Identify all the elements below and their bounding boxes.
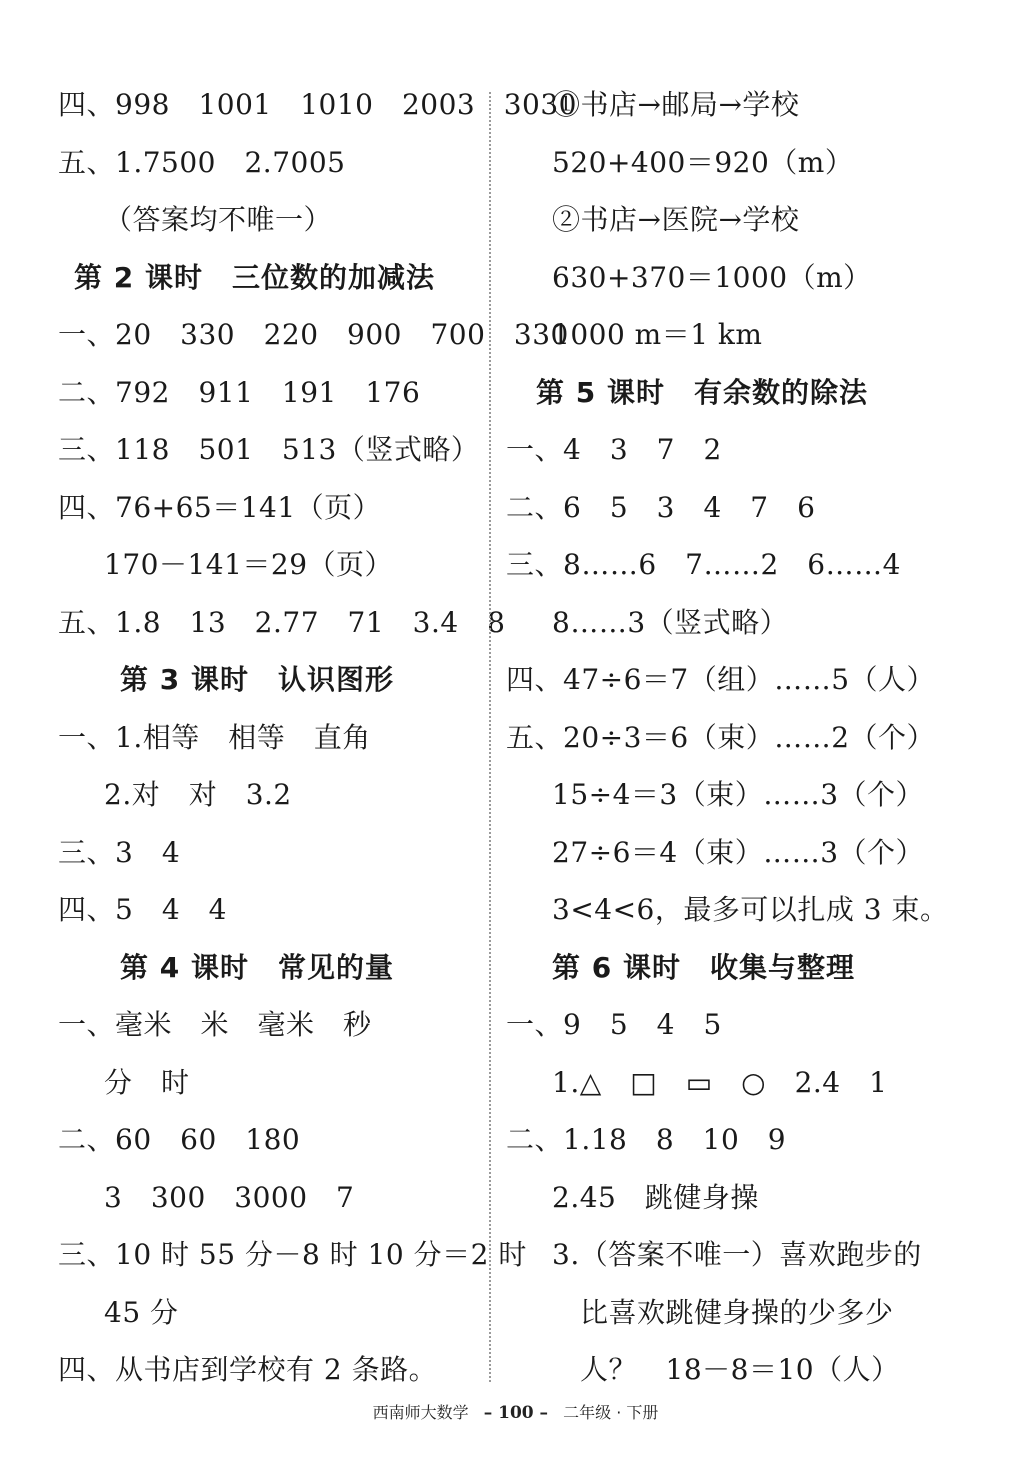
answer-line: 五、20÷3＝6（束）……2（个） xyxy=(506,720,936,754)
answer-line: 四、76+65＝141（页） xyxy=(58,490,382,524)
answer-line: 人？ 18－8＝10（人） xyxy=(580,1353,900,1386)
left-column xyxy=(58,76,577,1399)
answer-line: 二、6 5 3 4 7 6 xyxy=(506,490,816,524)
column-divider xyxy=(489,92,491,1382)
answer-line: 三、118 501 513（竖式略） xyxy=(58,433,480,466)
answer-line: 1.△ □ ▭ ○ 2.4 1 xyxy=(552,1065,888,1099)
answer-line: 2.45 跳健身操 xyxy=(552,1180,759,1214)
answer-line: 分 时 xyxy=(104,1065,190,1099)
answer-line: 3<4<6，最多可以扎成 3 束。 xyxy=(552,893,949,926)
answer-line: 比喜欢跳健身操的少多少 xyxy=(580,1295,894,1329)
answer-line: 1000 m＝1 km xyxy=(552,318,763,351)
answer-line: ②书店→医院→学校 xyxy=(552,203,800,236)
answer-line: 三、3 4 xyxy=(58,835,181,869)
answer-line: 一、4 3 7 2 xyxy=(506,433,722,466)
answer-line: 15÷4＝3（束）……3（个） xyxy=(552,778,925,811)
footer-grade: 二年级 · 下册 xyxy=(563,1403,659,1422)
page-footer xyxy=(0,1400,1031,1423)
answer-line: 二、792 911 191 176 xyxy=(58,375,421,409)
answer-line: 三、8……6 7……2 6……4 xyxy=(506,548,901,581)
answer-line: 170－141＝29（页） xyxy=(104,548,394,581)
answer-line: ①书店→邮局→学校 xyxy=(552,88,800,121)
answer-line: 二、60 60 180 xyxy=(58,1123,301,1156)
answer-line: 四、47÷6＝7（组）……5（人） xyxy=(506,663,936,696)
answer-line: 四、998 1001 1010 2003 3030 xyxy=(58,88,577,121)
section-heading: 第 2 课时 三位数的加减法 xyxy=(74,260,435,294)
answer-line: 2.对 对 3.2 xyxy=(104,778,292,811)
section-heading: 第 5 课时 有余数的除法 xyxy=(536,375,868,409)
answer-line: 630+370＝1000（m） xyxy=(552,260,872,294)
footer-publisher: 西南师大数学 xyxy=(372,1403,469,1422)
answer-line: 3.（答案不唯一）喜欢跑步的 xyxy=(552,1238,922,1271)
answer-line: 520+400＝920（m） xyxy=(552,145,854,179)
section-heading: 第 6 课时 收集与整理 xyxy=(552,950,855,984)
answer-line: 8……3（竖式略） xyxy=(552,605,789,639)
answer-line: 二、1.18 8 10 9 xyxy=(506,1123,787,1156)
right-column xyxy=(506,76,976,1399)
answer-line: 3 300 3000 7 xyxy=(104,1180,355,1214)
answer-line: 五、1.7500 2.7005 xyxy=(58,145,346,179)
section-heading: 第 4 课时 常见的量 xyxy=(120,950,394,984)
answer-line: 一、毫米 米 毫米 秒 xyxy=(58,1008,372,1041)
answer-line: （答案均不唯一） xyxy=(104,203,333,236)
page-number: – 100 – xyxy=(483,1403,549,1423)
answer-line: 四、5 4 4 xyxy=(58,893,227,926)
answer-line: 一、9 5 4 5 xyxy=(506,1008,722,1041)
answer-line: 一、1.相等 相等 直角 xyxy=(58,720,371,754)
answer-line: 五、1.8 13 2.77 71 3.4 8 xyxy=(58,605,506,639)
answer-line: 45 分 xyxy=(104,1295,179,1329)
answer-line: 四、从书店到学校有 2 条路。 xyxy=(58,1353,438,1386)
answer-line: 一、20 330 220 900 700 330 xyxy=(58,318,569,351)
answer-line: 三、10 时 55 分－8 时 10 分＝2 时 xyxy=(58,1238,527,1271)
section-heading: 第 3 课时 认识图形 xyxy=(120,663,394,696)
answer-line: 27÷6＝4（束）……3（个） xyxy=(552,835,925,869)
